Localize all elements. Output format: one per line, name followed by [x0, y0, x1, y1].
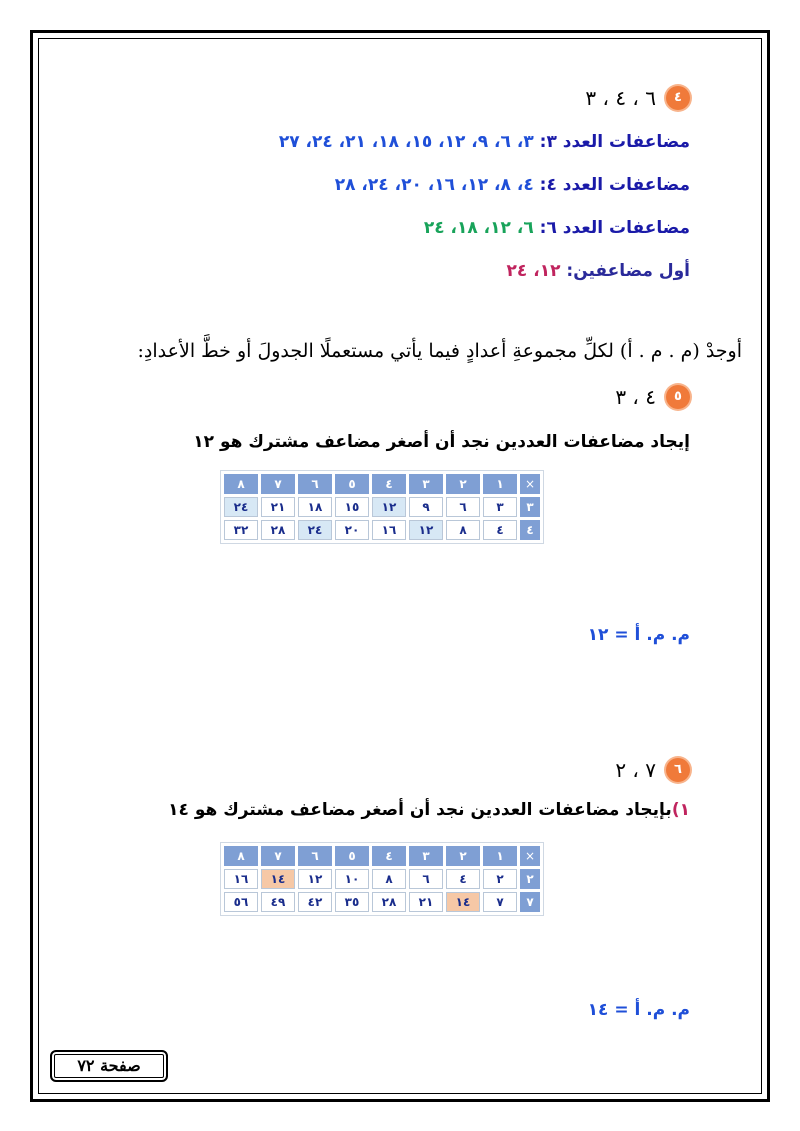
exercise-6-statement [168, 800, 690, 820]
table-cell: ٢٨ [261, 520, 295, 540]
table-cell: ١٨ [298, 497, 332, 517]
table-cell: ١٢ [298, 869, 332, 889]
table-header-cell: ٧ [261, 846, 295, 866]
exercise-5-badge: ٥ [666, 385, 690, 409]
exercise-6-set: ٧ ، ٢ [615, 758, 656, 782]
exercise-5-result: م. م. أ = ١٢ [587, 625, 690, 645]
table-header-cell: ٤ [372, 474, 406, 494]
multiples-4-label: مضاعفات العدد ٤: [539, 175, 690, 195]
table-cell: ٦ [409, 869, 443, 889]
exercise-6-result: م. م. أ = ١٤ [587, 1000, 690, 1020]
table-row [224, 520, 540, 540]
multiples-3-label: مضاعفات العدد ٣: [539, 132, 690, 152]
multiples-3-line [279, 132, 690, 152]
table-cell: ١٤ [446, 892, 480, 912]
table-cell: ٧ [483, 892, 517, 912]
table-cell: ٣٥ [335, 892, 369, 912]
multiples-6-values: ٦، ١٢، ١٨، ٢٤ [423, 218, 534, 238]
table-header-cell: ٨ [224, 474, 258, 494]
table-cell: ٣ [483, 497, 517, 517]
table-header-cell: ٥ [335, 474, 369, 494]
table-header-cell: ١ [483, 846, 517, 866]
table-header-cell: ٨ [224, 846, 258, 866]
multiplication-table-ex6 [220, 842, 544, 916]
exercise-6-heading [615, 758, 690, 782]
multiplication-table-ex5 [220, 470, 544, 544]
table-header-cell: ١ [483, 474, 517, 494]
exercise-6-badge: ٦ [666, 758, 690, 782]
table-cell: ٢٨ [372, 892, 406, 912]
table-cell: ١٦ [224, 869, 258, 889]
table-row [224, 869, 540, 889]
table-cell: ٢٠ [335, 520, 369, 540]
table-cell: ٢ [483, 869, 517, 889]
table-cell: ١٢ [409, 520, 443, 540]
table-cell: ٤٩ [261, 892, 295, 912]
table-cell: ١٦ [372, 520, 406, 540]
exercise-4-badge: ٤ [666, 86, 690, 110]
table-cell: ٤ [446, 869, 480, 889]
table-header-cell: ٢ [446, 474, 480, 494]
table-row [224, 497, 540, 517]
table-cell: ٦ [446, 497, 480, 517]
table-row-label: ٤ [520, 520, 540, 540]
exercise-5-statement [193, 432, 690, 452]
exercise-6-statement-number: ١) [671, 800, 690, 820]
table-header-cell: ٧ [261, 474, 295, 494]
table-corner-cell: × [520, 846, 540, 866]
exercise-5-statement-text: إيجاد مضاعفات العددين نجد أن أصغر مضاعف مشترك هو ١٢ [193, 432, 690, 452]
multiples-4-values: ٤، ٨، ١٢، ١٦، ٢٠، ٢٤، ٢٨ [334, 175, 534, 195]
exercise-4-heading [585, 86, 690, 110]
table-cell: ٣٢ [224, 520, 258, 540]
table-cell: ٨ [446, 520, 480, 540]
table-header-cell: ٦ [298, 846, 332, 866]
table-cell: ٢١ [409, 892, 443, 912]
table-cell: ١٥ [335, 497, 369, 517]
table-header-cell: ٤ [372, 846, 406, 866]
table-header-row [224, 846, 540, 866]
multiples-6-label: مضاعفات العدد ٦: [539, 218, 690, 238]
instruction-text: أوجدْ (م . م . أ) لكلِّ مجموعةِ أعدادٍ فيما يأتي مستعملًا الجدولَ أو خطَّ الأعدادِ: [137, 340, 742, 362]
multiples-3-values: ٣، ٦، ٩، ١٢، ١٥، ١٨، ٢١، ٢٤، ٢٧ [278, 132, 534, 152]
exercise-4-set: ٦ ، ٤ ، ٣ [585, 86, 656, 110]
table-cell: ٤ [483, 520, 517, 540]
exercise-6-statement-text: بإيجاد مضاعفات العددين نجد أن أصغر مضاعف مشترك هو ١٤ [168, 800, 672, 820]
table-row-label: ٧ [520, 892, 540, 912]
first-two-common-label: أول مضاعفين: [566, 261, 690, 281]
first-two-common-values: ١٢، ٢٤ [506, 261, 561, 281]
table-row-label: ٣ [520, 497, 540, 517]
table-cell: ٨ [372, 869, 406, 889]
table-cell: ٢٤ [224, 497, 258, 517]
table-cell: ٥٦ [224, 892, 258, 912]
table-header-row [224, 474, 540, 494]
table-cell: ١٤ [261, 869, 295, 889]
table-cell: ٤٢ [298, 892, 332, 912]
table-cell: ١٠ [335, 869, 369, 889]
table-header-cell: ٣ [409, 846, 443, 866]
page-border-inner [38, 38, 762, 1094]
exercise-5-heading [615, 385, 690, 409]
first-two-common-line [507, 261, 690, 281]
table-header-cell: ٥ [335, 846, 369, 866]
table-row-label: ٢ [520, 869, 540, 889]
table-corner-cell: × [520, 474, 540, 494]
table-cell: ١٢ [372, 497, 406, 517]
table-cell: ٢٤ [298, 520, 332, 540]
exercise-5-set: ٤ ، ٣ [615, 385, 656, 409]
table-header-cell: ٦ [298, 474, 332, 494]
table-row [224, 892, 540, 912]
table-header-cell: ٣ [409, 474, 443, 494]
table-cell: ٩ [409, 497, 443, 517]
multiples-6-line [424, 218, 690, 238]
multiples-4-line [335, 175, 690, 195]
table-header-cell: ٢ [446, 846, 480, 866]
page-number-label: صفحة ٧٢ [50, 1050, 168, 1082]
table-cell: ٢١ [261, 497, 295, 517]
